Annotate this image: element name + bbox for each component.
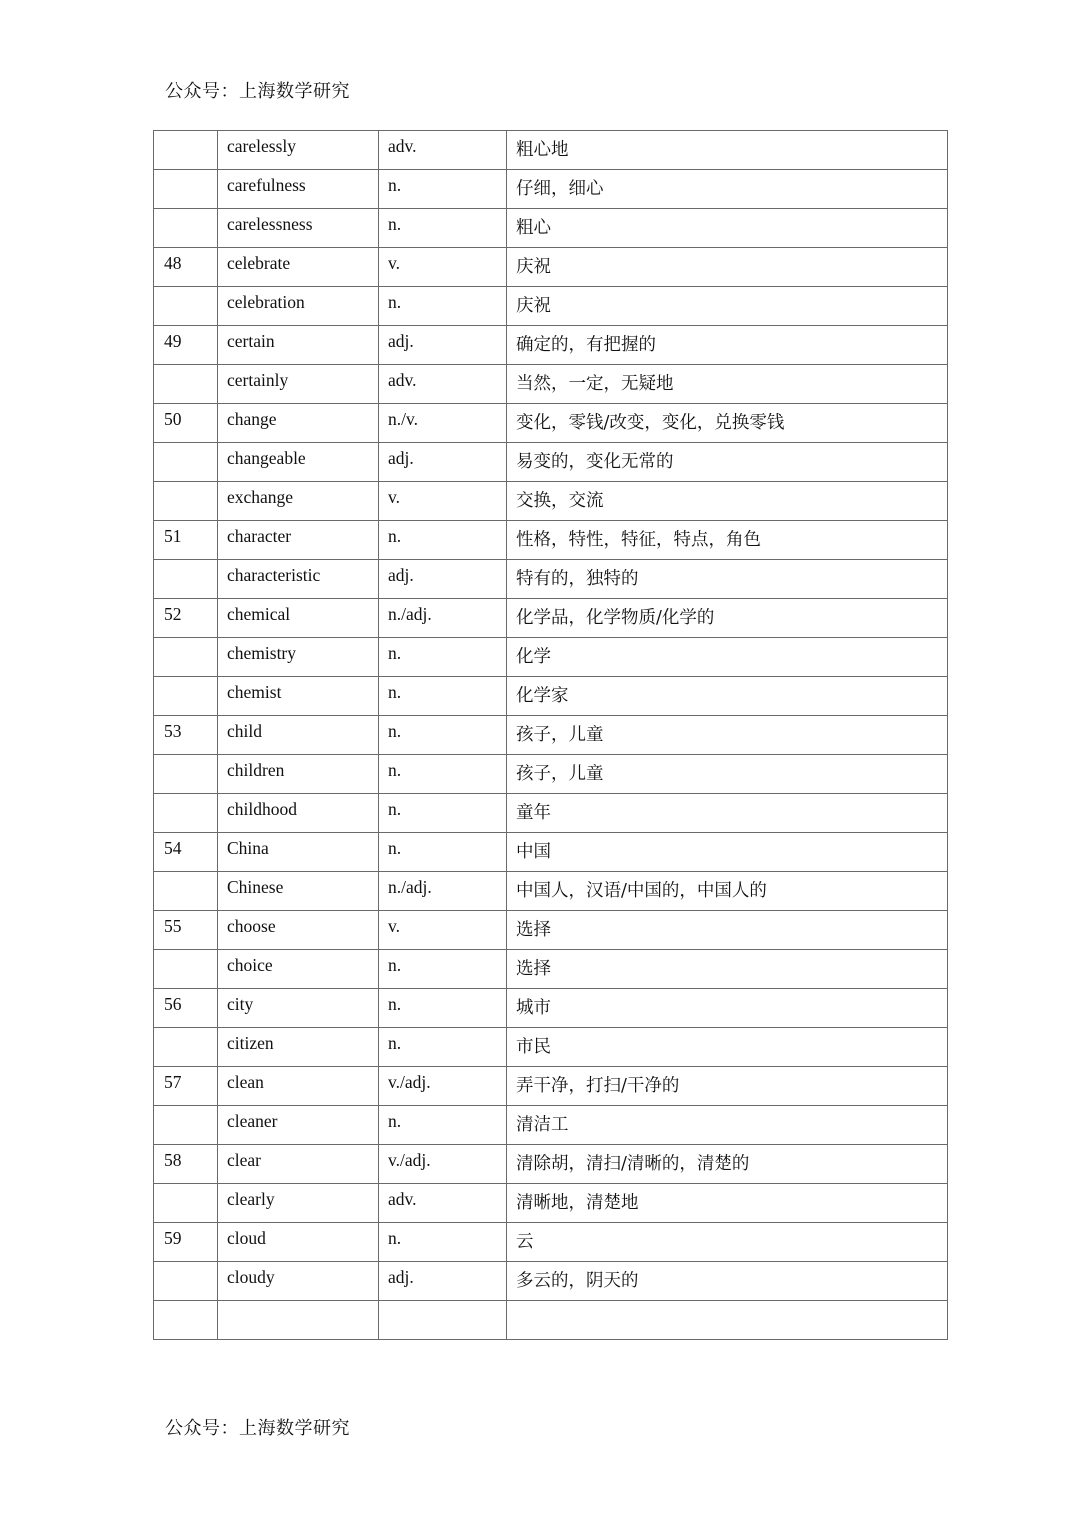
- entry-part-of-speech: n.: [379, 677, 507, 716]
- entry-meaning: 童年: [507, 794, 948, 833]
- entry-number: 56: [154, 989, 218, 1028]
- entry-part-of-speech: n.: [379, 1223, 507, 1262]
- entry-word: changeable: [218, 443, 379, 482]
- table-row: [154, 287, 948, 326]
- entry-word: change: [218, 404, 379, 443]
- entry-meaning: 中国人，汉语/中国的，中国人的: [507, 872, 948, 911]
- entry-meaning: 易变的，变化无常的: [507, 443, 948, 482]
- table-row: [154, 1106, 948, 1145]
- table-row: [154, 755, 948, 794]
- table-row: [154, 443, 948, 482]
- entry-part-of-speech: n.: [379, 1028, 507, 1067]
- entry-word: cleaner: [218, 1106, 379, 1145]
- entry-word: certain: [218, 326, 379, 365]
- table-row: [154, 677, 948, 716]
- entry-number: 49: [154, 326, 218, 365]
- entry-word: China: [218, 833, 379, 872]
- entry-word: cloud: [218, 1223, 379, 1262]
- vocabulary-table: [153, 130, 948, 1340]
- entry-word: Chinese: [218, 872, 379, 911]
- entry-meaning: 中国: [507, 833, 948, 872]
- entry-meaning: 孩子，儿童: [507, 755, 948, 794]
- entry-number: 59: [154, 1223, 218, 1262]
- entry-meaning: 云: [507, 1223, 948, 1262]
- entry-number: [154, 638, 218, 677]
- entry-meaning: 性格，特性，特征，特点，角色: [507, 521, 948, 560]
- vocabulary-table-body: [154, 131, 948, 1340]
- entry-number: [154, 287, 218, 326]
- entry-number: 54: [154, 833, 218, 872]
- table-row: [154, 560, 948, 599]
- table-row: [154, 1028, 948, 1067]
- entry-part-of-speech: n.: [379, 833, 507, 872]
- entry-word: cloudy: [218, 1262, 379, 1301]
- entry-word: characteristic: [218, 560, 379, 599]
- entry-number: [154, 677, 218, 716]
- entry-word: certainly: [218, 365, 379, 404]
- entry-meaning: 变化，零钱/改变，变化，兑换零钱: [507, 404, 948, 443]
- entry-number: [154, 755, 218, 794]
- entry-part-of-speech: n.: [379, 794, 507, 833]
- table-row: [154, 248, 948, 287]
- table-row: [154, 989, 948, 1028]
- table-row: [154, 794, 948, 833]
- entry-number: 51: [154, 521, 218, 560]
- entry-word: choice: [218, 950, 379, 989]
- entry-number: [154, 482, 218, 521]
- table-row: [154, 209, 948, 248]
- entry-meaning: 多云的，阴天的: [507, 1262, 948, 1301]
- entry-meaning: 市民: [507, 1028, 948, 1067]
- entry-meaning: 庆祝: [507, 287, 948, 326]
- table-row: [154, 521, 948, 560]
- entry-number: [154, 443, 218, 482]
- entry-number: [154, 794, 218, 833]
- entry-part-of-speech: n./v.: [379, 404, 507, 443]
- entry-part-of-speech: adv.: [379, 365, 507, 404]
- entry-word: choose: [218, 911, 379, 950]
- table-row: [154, 599, 948, 638]
- entry-part-of-speech: v.: [379, 482, 507, 521]
- entry-meaning: 确定的，有把握的: [507, 326, 948, 365]
- entry-part-of-speech: n.: [379, 1106, 507, 1145]
- entry-part-of-speech: v.: [379, 248, 507, 287]
- table-row: [154, 482, 948, 521]
- entry-number: 55: [154, 911, 218, 950]
- entry-word: childhood: [218, 794, 379, 833]
- entry-word: carefulness: [218, 170, 379, 209]
- entry-meaning: 粗心: [507, 209, 948, 248]
- table-row: [154, 131, 948, 170]
- entry-part-of-speech: v./adj.: [379, 1067, 507, 1106]
- entry-part-of-speech: v.: [379, 911, 507, 950]
- entry-word: carelessly: [218, 131, 379, 170]
- table-row: [154, 404, 948, 443]
- entry-part-of-speech: n.: [379, 638, 507, 677]
- page-footer: 公众号：上海数学研究: [165, 1418, 350, 1439]
- entry-part-of-speech: n./adj.: [379, 872, 507, 911]
- entry-number: 48: [154, 248, 218, 287]
- page-header: 公众号：上海数学研究: [165, 81, 350, 102]
- entry-word: exchange: [218, 482, 379, 521]
- entry-number: 57: [154, 1067, 218, 1106]
- entry-word: celebrate: [218, 248, 379, 287]
- entry-part-of-speech: n.: [379, 170, 507, 209]
- entry-part-of-speech: adj.: [379, 443, 507, 482]
- entry-word: chemistry: [218, 638, 379, 677]
- entry-word: child: [218, 716, 379, 755]
- entry-meaning: 化学家: [507, 677, 948, 716]
- entry-number: 50: [154, 404, 218, 443]
- table-row: [154, 170, 948, 209]
- entry-part-of-speech: n.: [379, 755, 507, 794]
- entry-word: clearly: [218, 1184, 379, 1223]
- table-row: [154, 950, 948, 989]
- entry-meaning: 当然，一定，无疑地: [507, 365, 948, 404]
- entry-word: chemical: [218, 599, 379, 638]
- entry-meaning: 选择: [507, 950, 948, 989]
- table-row: [154, 1262, 948, 1301]
- entry-word: clean: [218, 1067, 379, 1106]
- entry-meaning: 清晰地，清楚地: [507, 1184, 948, 1223]
- entry-meaning: 孩子，儿童: [507, 716, 948, 755]
- entry-meaning: 化学: [507, 638, 948, 677]
- entry-number: [154, 1262, 218, 1301]
- entry-number: [154, 560, 218, 599]
- entry-word: character: [218, 521, 379, 560]
- entry-word: carelessness: [218, 209, 379, 248]
- entry-part-of-speech: n.: [379, 989, 507, 1028]
- entry-number: [154, 365, 218, 404]
- table-row: [154, 638, 948, 677]
- table-row: [154, 1301, 948, 1340]
- entry-word: celebration: [218, 287, 379, 326]
- entry-meaning: 城市: [507, 989, 948, 1028]
- entry-part-of-speech: n.: [379, 209, 507, 248]
- entry-meaning: 粗心地: [507, 131, 948, 170]
- entry-part-of-speech: adj.: [379, 1262, 507, 1301]
- entry-number: [154, 170, 218, 209]
- entry-number: [154, 1301, 218, 1340]
- table-row: [154, 326, 948, 365]
- entry-meaning: 特有的，独特的: [507, 560, 948, 599]
- entry-word: citizen: [218, 1028, 379, 1067]
- entry-number: [154, 950, 218, 989]
- entry-number: 58: [154, 1145, 218, 1184]
- entry-number: 52: [154, 599, 218, 638]
- entry-part-of-speech: adj.: [379, 560, 507, 599]
- table-row: [154, 1067, 948, 1106]
- entry-word: chemist: [218, 677, 379, 716]
- entry-meaning: 清除胡，清扫/清晰的，清楚的: [507, 1145, 948, 1184]
- table-row: [154, 833, 948, 872]
- entry-part-of-speech: n.: [379, 950, 507, 989]
- table-row: [154, 365, 948, 404]
- entry-number: [154, 872, 218, 911]
- entry-meaning: 选择: [507, 911, 948, 950]
- entry-number: [154, 1106, 218, 1145]
- entry-meaning: 清洁工: [507, 1106, 948, 1145]
- table-row: [154, 1184, 948, 1223]
- entry-word: children: [218, 755, 379, 794]
- entry-word: [218, 1301, 379, 1340]
- entry-meaning: 弄干净，打扫/干净的: [507, 1067, 948, 1106]
- entry-number: [154, 209, 218, 248]
- entry-word: city: [218, 989, 379, 1028]
- entry-number: [154, 1184, 218, 1223]
- entry-meaning: 交换，交流: [507, 482, 948, 521]
- table-row: [154, 911, 948, 950]
- entry-number: 53: [154, 716, 218, 755]
- entry-part-of-speech: n.: [379, 716, 507, 755]
- entry-part-of-speech: [379, 1301, 507, 1340]
- entry-part-of-speech: n.: [379, 287, 507, 326]
- entry-part-of-speech: n./adj.: [379, 599, 507, 638]
- table-row: [154, 716, 948, 755]
- entry-meaning: 化学品，化学物质/化学的: [507, 599, 948, 638]
- entry-number: [154, 1028, 218, 1067]
- table-row: [154, 1223, 948, 1262]
- entry-part-of-speech: adv.: [379, 131, 507, 170]
- entry-word: clear: [218, 1145, 379, 1184]
- table-row: [154, 872, 948, 911]
- entry-part-of-speech: adv.: [379, 1184, 507, 1223]
- entry-part-of-speech: n.: [379, 521, 507, 560]
- entry-part-of-speech: v./adj.: [379, 1145, 507, 1184]
- entry-part-of-speech: adj.: [379, 326, 507, 365]
- entry-meaning: [507, 1301, 948, 1340]
- entry-meaning: 仔细，细心: [507, 170, 948, 209]
- entry-meaning: 庆祝: [507, 248, 948, 287]
- table-row: [154, 1145, 948, 1184]
- entry-number: [154, 131, 218, 170]
